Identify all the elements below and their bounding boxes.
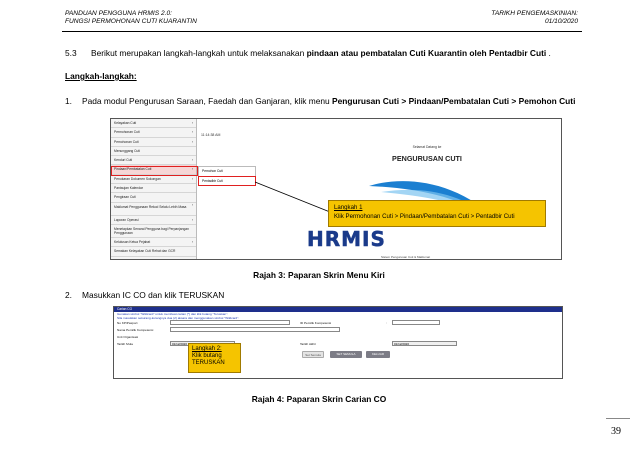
sidebar-item-label: Kelulusan Ketua Pejabat (114, 239, 151, 244)
sidebar-item-label: Permohonan Cuti (114, 130, 140, 135)
page-number-rule (606, 418, 630, 419)
chevron-right-icon: › (191, 239, 193, 244)
sidebar-item-label: Penukaran Dokumen Sokongan (114, 176, 161, 181)
hrmis-logo: HRMIS (307, 227, 386, 251)
callout-step-2-line2: TERUSKAN (192, 360, 225, 366)
page-title: PENGURUSAN CUTI (392, 154, 462, 163)
sidebar-item-label: Kelayakan Cuti (114, 121, 137, 125)
label-id-pemilik: ID Pemilik Kompetensi (300, 321, 332, 325)
step-1-text-before: Pada modul Pengurusan Saraan, Faedah dan Ganjaran, klik menu (82, 96, 333, 106)
sidebar-item-label: Menetapkan Senarai Pengguna bagi Perpanjangan Penggunaan (114, 226, 189, 235)
label-unit-organisasi: Unit Organisasi (117, 335, 139, 339)
figure-caption-3: Rajah 3: Paparan Skrin Menu Kiri (253, 270, 385, 280)
chevron-right-icon: › (191, 167, 193, 172)
keluar-button[interactable]: KELUAR (366, 351, 390, 358)
id-pemilik-input[interactable] (392, 320, 440, 325)
search-hint-1: Gunakan simbol "Wildcard" untuk membuat carian (*) dan klik butang "Teruskan". (117, 311, 229, 316)
screenshot-carian-co (113, 306, 563, 379)
sidebar-item-label: Pengiraan Cuti (114, 195, 136, 200)
search-hint-2: Sila masukkan sekurang-kurangnya dua (2) aksara dan menggunakan simbol "Wildcard". (117, 315, 240, 320)
submenu-item-pentadbir-cuti[interactable]: Pentadbir Cuti (199, 177, 255, 187)
label-no-kp: No KP/Pasport (117, 321, 138, 325)
colon-separator: : (386, 321, 387, 325)
header-update-date: 01/10/2020 (544, 18, 578, 25)
panel-title-bar: Carian CO (114, 307, 562, 312)
sidebar-item-label: Pantaujan Kalendar (114, 186, 143, 191)
chevron-right-icon: › (191, 158, 193, 163)
sidebar-item-label: Menunggang Cuti (114, 148, 141, 153)
chevron-right-icon: › (191, 202, 193, 207)
callout-step-1-text: Klik Permohonan Cuti > Pindaan/Pembatalan Cuti > Pentadbir Cuti (334, 213, 515, 220)
section-text-after: . (546, 48, 551, 58)
chevron-right-icon: › (191, 121, 193, 125)
sidebar-item-label: Kenduri Cuti (114, 158, 133, 163)
nama-pemilik-input[interactable] (170, 327, 340, 332)
section-text-bold: pindaan atau pembatalan Cuti Kuarantin oleh Pentadbir Cuti (306, 48, 547, 58)
teruskan-button[interactable]: SET SEMULA (330, 351, 362, 358)
reset-button[interactable]: Set Semula (302, 351, 324, 358)
callout-step-2 (188, 343, 241, 373)
submenu-item-pemohon-cuti[interactable]: Pemohon Cuti (199, 167, 255, 177)
steps-heading: Langkah-langkah: (65, 71, 137, 81)
figure-caption-4: Rajah 4: Paparan Skrin Carian CO (251, 394, 387, 404)
step-2-number: 2. (65, 290, 72, 300)
header-manual-title: PANDUAN PENGGUNA HRMIS 2.0: (65, 10, 172, 17)
welcome-text: Selamat Datang ke (412, 145, 442, 149)
sidebar-item-label: Semakan Kelayakan Cuti Rehat dan GCR (114, 249, 176, 254)
label-tarikh-akhir: Tarikh Akhir (300, 342, 316, 346)
clock-readout: 11:14:38 AM (201, 133, 221, 137)
step-1-number: 1. (65, 96, 72, 106)
chevron-right-icon: › (191, 130, 193, 135)
section-text-before: Berikut merupakan langkah-langkah untuk melaksanakan (91, 48, 307, 58)
sidebar-item-label: Maklumat Penggunaan Rekod Selalu Lebih Masa (114, 204, 187, 209)
chevron-right-icon: › (191, 139, 193, 144)
sidebar-item-label: Laporan Operasi (114, 217, 139, 222)
callout-step-1 (328, 200, 546, 227)
tarikh-mula-value: 01/12/2020 (172, 342, 188, 346)
label-tarikh-mula: Tarikh Mula (117, 342, 133, 346)
header-update-label: TARIKH PENGEMASKINIAN: (491, 10, 578, 17)
footer-text: Sistem Pengurusan Cuti & Maklumat (381, 255, 431, 259)
chevron-right-icon: › (191, 176, 193, 181)
page-number: 39 (611, 426, 621, 437)
header-module-title: FUNGSI PERMOHONAN CUTI KUARANTIN (65, 18, 197, 25)
step-1-text-bold: Pengurusan Cuti > Pindaan/Pembatalan Cuti > Pemohon Cuti (332, 96, 576, 106)
section-number: 5.3 (65, 48, 77, 58)
step-2 (65, 290, 224, 300)
sidebar-item-label: Pemohonan Cuti (114, 139, 139, 144)
callout-step-2-title: Langkah 2: (192, 346, 222, 352)
tarikh-akhir-picker[interactable] (392, 341, 457, 346)
no-kp-input[interactable] (170, 320, 290, 325)
callout-step-2-line1: Klik butang (192, 353, 222, 359)
chevron-right-icon: › (191, 217, 193, 222)
sidebar-item-label: Pindaan/Pembatalan Cuti (114, 167, 152, 172)
step-2-text: Masukkan IC CO dan klik TERUSKAN (82, 290, 225, 300)
callout-step-1-title: Langkah 1 (334, 204, 363, 211)
label-nama-pemilik: Nama Pemilik Kompetensi (117, 328, 154, 332)
tarikh-akhir-value: 01/12/2020 (394, 342, 410, 346)
